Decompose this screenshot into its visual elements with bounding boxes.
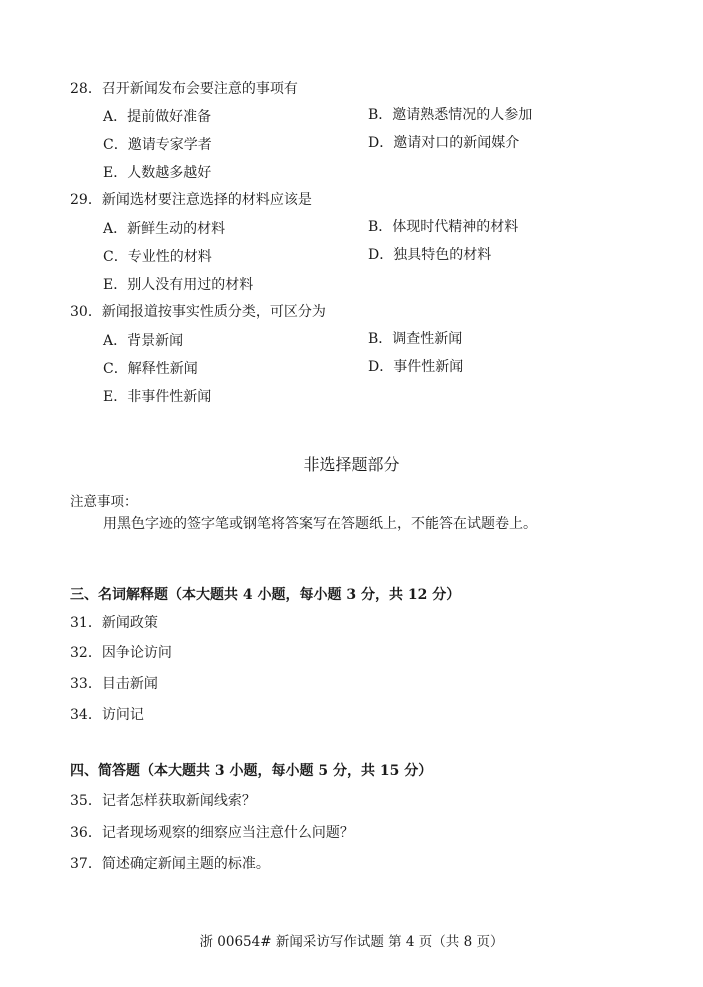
question-31: 31．新闻政策 (70, 615, 158, 631)
notice-label: 注意事项： (70, 494, 138, 510)
question-29-option-b: B．体现时代精神的材料 (368, 219, 519, 235)
question-30-option-d: D．事件性新闻 (368, 359, 464, 375)
question-30-option-c: C．解释性新闻 (103, 361, 198, 377)
notice-text: 用黑色字迹的签字笔或钢笔将答案写在答题纸上，不能答在试题卷上。 (103, 516, 537, 532)
question-30-stem: 30．新闻报道按事实性质分类，可区分为 (70, 304, 326, 320)
question-29-option-a: A．新鲜生动的材料 (103, 221, 226, 237)
question-28-option-d: D．邀请对口的新闻媒介 (368, 135, 520, 151)
question-37: 37．简述确定新闻主题的标准。 (70, 856, 270, 872)
question-29-stem: 29．新闻选材要注意选择的材料应该是 (70, 192, 312, 208)
question-28-stem: 28．召开新闻发布会要注意的事项有 (70, 81, 298, 97)
question-30-option-a: A．背景新闻 (103, 333, 184, 349)
question-30-option-e: E．非事件性新闻 (103, 389, 212, 405)
question-30-option-b: B．调查性新闻 (368, 331, 463, 347)
question-29-option-c: C．专业性的材料 (103, 249, 212, 265)
question-29-option-e: E．别人没有用过的材料 (103, 277, 254, 293)
question-33: 33．目击新闻 (70, 676, 158, 692)
question-28-option-a: A．提前做好准备 (103, 109, 212, 125)
question-29-option-d: D．独具特色的材料 (368, 247, 492, 263)
section-title: 非选择题部分 (303, 455, 400, 474)
section-3-heading: 三、名词解释题（本大题共 4 小题，每小题 3 分，共 12 分） (70, 587, 461, 603)
question-28-option-e: E．人数越多越好 (103, 165, 212, 181)
page-footer: 浙 00654# 新闻采访写作试题 第 4 页（共 8 页） (199, 934, 504, 950)
question-32: 32．因争论访问 (70, 645, 172, 661)
question-28-option-c: C．邀请专家学者 (103, 137, 212, 153)
question-36: 36．记者现场观察的细察应当注意什么问题？ (70, 825, 354, 841)
question-34: 34．访问记 (70, 707, 144, 723)
question-35: 35．记者怎样获取新闻线索？ (70, 793, 256, 809)
section-4-heading: 四、简答题（本大题共 3 小题，每小题 5 分，共 15 分） (70, 763, 433, 779)
question-28-option-b: B．邀请熟悉情况的人参加 (368, 107, 533, 123)
